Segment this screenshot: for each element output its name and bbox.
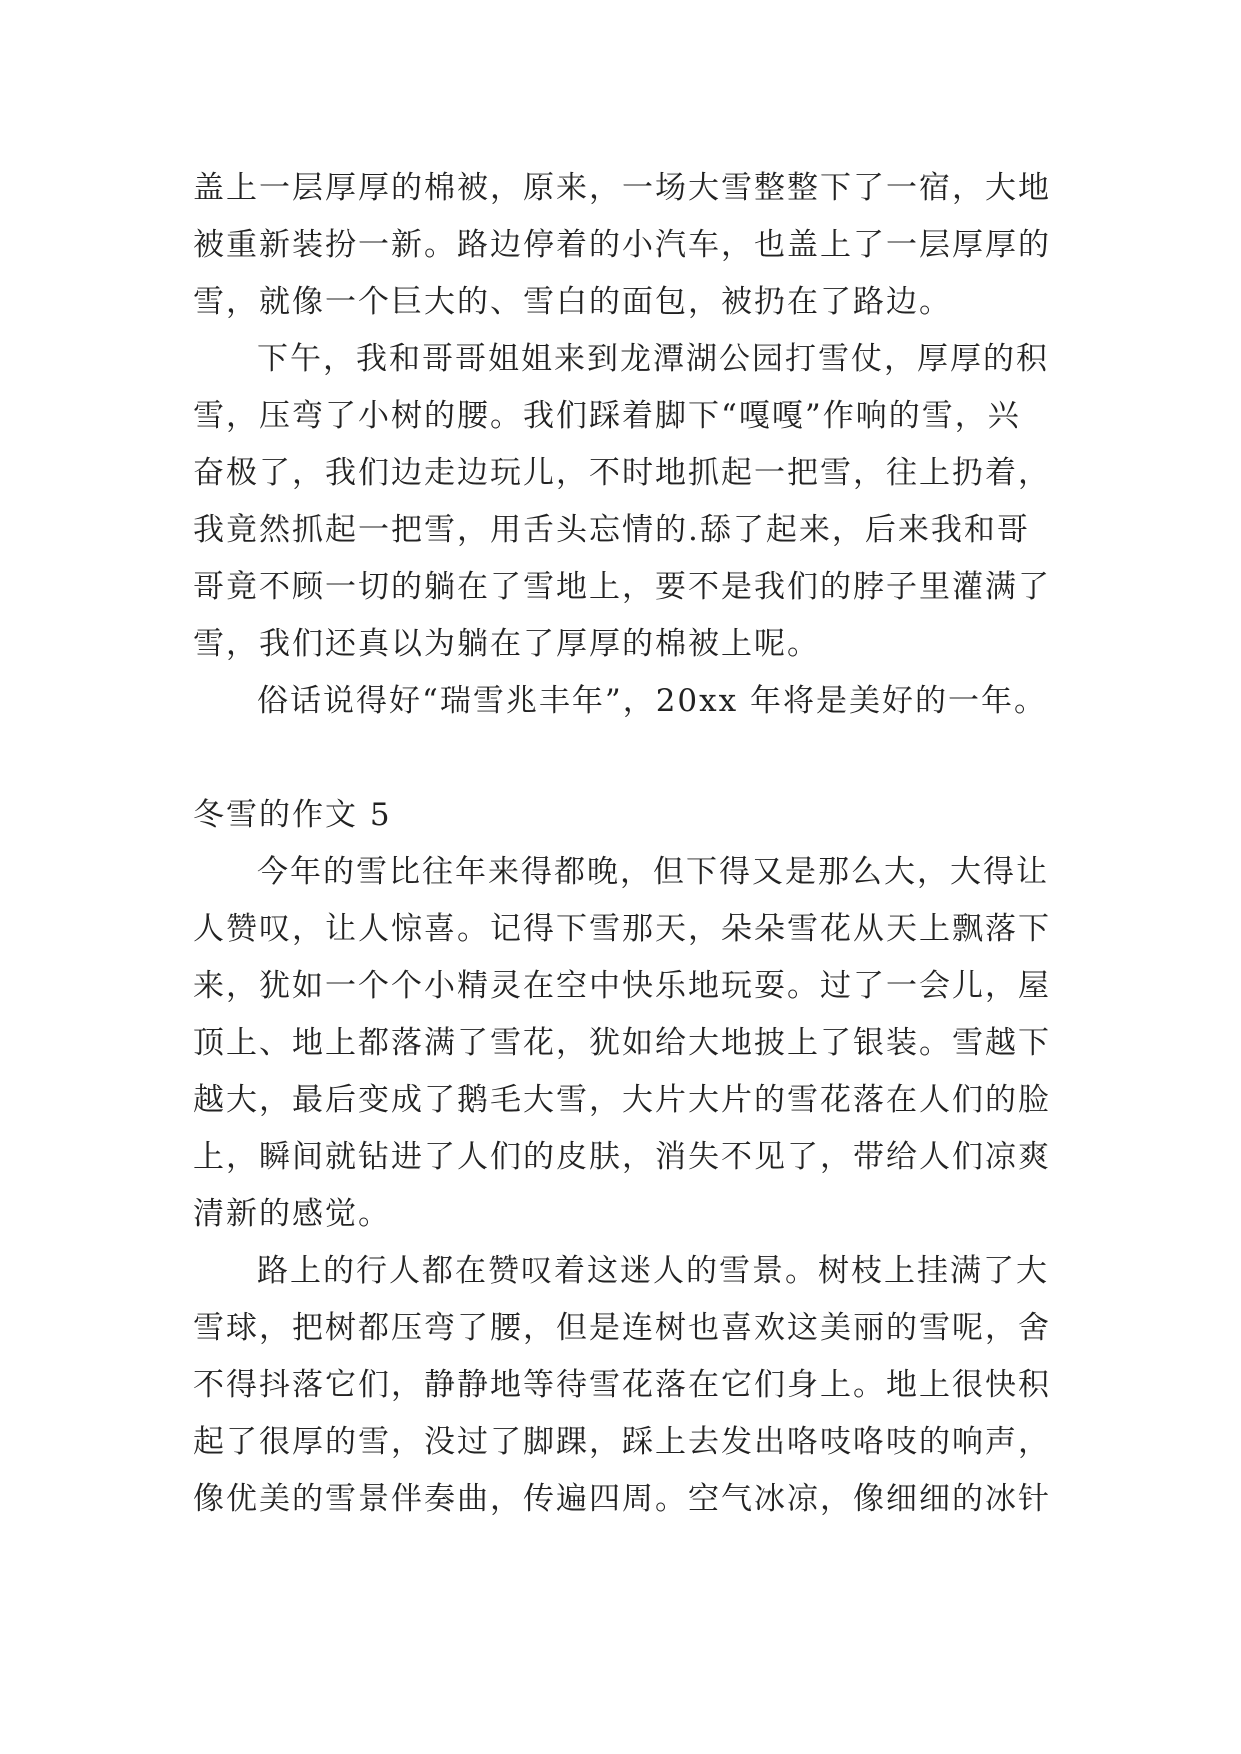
text-line: 越大，最后变成了鹅毛大雪，大片大片的雪花落在人们的脸 — [193, 1082, 1051, 1118]
text-line: 哥竟不顾一切的躺在了雪地上，要不是我们的脖子里灌满了 — [193, 569, 1051, 605]
text-line: 雪球，把树都压弯了腰，但是连树也喜欢这美丽的雪呢，舍 — [193, 1310, 1051, 1346]
text-line: 盖上一层厚厚的棉被，原来，一场大雪整整下了一宿，大地 — [193, 170, 1051, 206]
text-line: 俗话说得好“瑞雪兆丰年”，20xx 年将是美好的一年。 — [257, 683, 1047, 719]
text-line: 像优美的雪景伴奏曲，传遍四周。空气冰凉，像细细的冰针 — [193, 1481, 1051, 1517]
text-line: 上，瞬间就钻进了人们的皮肤，消失不见了，带给人们凉爽 — [193, 1139, 1051, 1175]
text-line: 我竟然抓起一把雪，用舌头忘情的.舔了起来，后来我和哥 — [193, 512, 1030, 548]
text-line: 路上的行人都在赞叹着这迷人的雪景。树枝上挂满了大 — [257, 1253, 1049, 1289]
text-line: 被重新装扮一新。路边停着的小汽车，也盖上了一层厚厚的 — [193, 227, 1051, 263]
text-line: 雪，我们还真以为躺在了厚厚的棉被上呢。 — [193, 626, 820, 662]
text-line: 奋极了，我们边走边玩儿，不时地抓起一把雪，往上扔着， — [193, 455, 1051, 491]
text-line: 下午，我和哥哥姐姐来到龙潭湖公园打雪仗，厚厚的积 — [257, 341, 1049, 377]
text-line: 来，犹如一个个小精灵在空中快乐地玩耍。过了一会儿，屋 — [193, 968, 1051, 1004]
text-line: 今年的雪比往年来得都晚，但下得又是那么大，大得让 — [257, 854, 1049, 890]
section-heading: 冬雪的作文 5 — [193, 797, 392, 833]
text-line: 起了很厚的雪，没过了脚踝，踩上去发出咯吱咯吱的响声， — [193, 1424, 1051, 1460]
text-line: 雪，压弯了小树的腰。我们踩着脚下“嘎嘎”作响的雪，兴 — [193, 398, 1021, 434]
text-line: 人赞叹，让人惊喜。记得下雪那天，朵朵雪花从天上飘落下 — [193, 911, 1051, 947]
text-line: 顶上、地上都落满了雪花，犹如给大地披上了银装。雪越下 — [193, 1025, 1051, 1061]
text-line: 清新的感觉。 — [193, 1196, 391, 1232]
text-line: 不得抖落它们，静静地等待雪花落在它们身上。地上很快积 — [193, 1367, 1051, 1403]
text-line: 雪，就像一个巨大的、雪白的面包，被扔在了路边。 — [193, 284, 952, 320]
